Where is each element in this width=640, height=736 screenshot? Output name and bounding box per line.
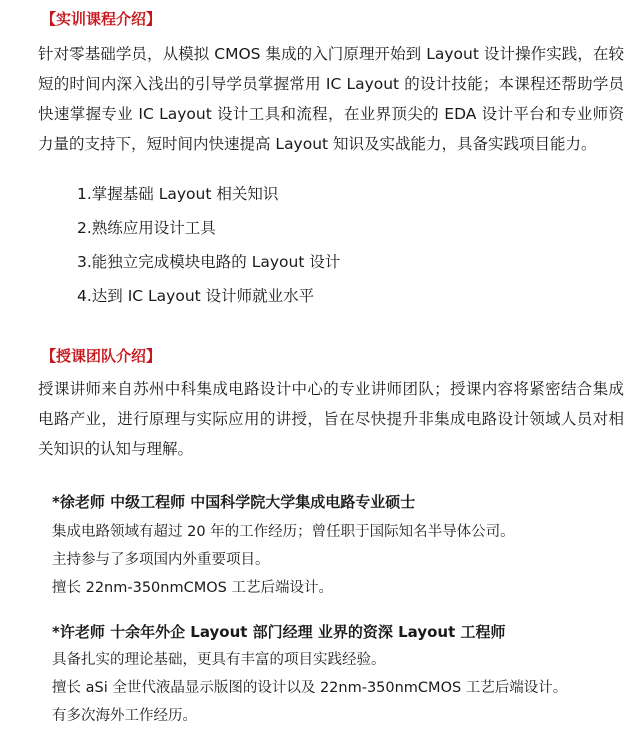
teacher-details — [52, 650, 567, 734]
list-item: 2.熟练应用设计工具 — [77, 219, 216, 237]
list-item: 1.掌握基础 Layout 相关知识 — [77, 185, 279, 203]
teacher-heading: *徐老师 中级工程师 中国科学院大学集成电路专业硕士 — [52, 493, 416, 511]
teacher-heading: *许老师 十余年外企 Layout 部门经理 业界的资深 Layout 工程师 — [52, 623, 506, 641]
list-item: 4.达到 IC Layout 设计师就业水平 — [77, 287, 315, 305]
teacher-detail-line: 有多次海外工作经历。 — [52, 708, 197, 724]
course-goals-list — [77, 184, 340, 320]
teacher-detail-line: 主持参与了多项国内外重要项目。 — [52, 552, 270, 568]
list-item: 3.能独立完成模块电路的 Layout 设计 — [77, 253, 341, 271]
teacher-details — [52, 522, 515, 606]
teacher-detail-line: 擅长 aSi 全世代液晶显示版图的设计以及 22nm-350nmCMOS 工艺后端设计。 — [52, 680, 568, 696]
course-intro-paragraph: 针对零基础学员，从模拟 CMOS 集成的入门原理开始到 Layout 设计操作实践，在较短的时间内深入浅出的引导学员掌握常用 IC Layout 的设计技能；本课程还帮助学员快速掌握专业 IC Layout 设计工具和流程，在业界顶尖的 EDA 设计平台和专业师资力量的支持下，短时间内快速提高 Layout 知识及实战能力，具备实践项目能力。 — [38, 45, 624, 153]
team-intro-paragraph: 授课讲师来自苏州中科集成电路设计中心的专业讲师团队；授课内容将紧密结合集成电路产业，进行原理与实际应用的讲授，旨在尽快提升非集成电路设计领域人员对相关知识的认知与理解。 — [38, 380, 624, 458]
teacher-detail-line: 具备扎实的理论基础，更具有丰富的项目实践经验。 — [52, 652, 386, 668]
teacher-detail-line: 集成电路领域有超过 20 年的工作经历；曾任职于国际知名半导体公司。 — [52, 524, 515, 540]
course-section-title: 【实训课程介绍】 — [41, 10, 162, 28]
teacher-detail-line: 擅长 22nm-350nmCMOS 工艺后端设计。 — [52, 580, 333, 596]
team-section-title: 【授课团队介绍】 — [41, 347, 162, 365]
